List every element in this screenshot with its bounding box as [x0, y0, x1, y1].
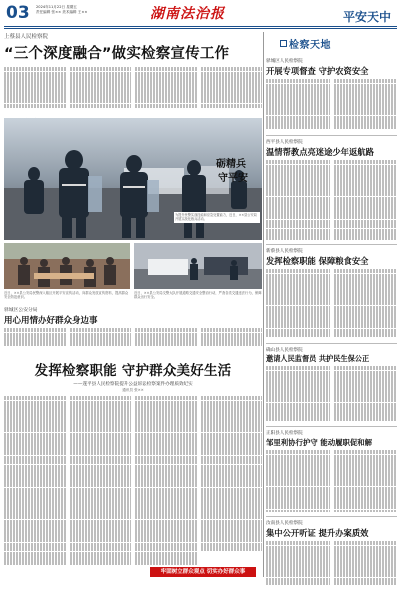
- header-rule: [4, 26, 397, 27]
- story2-text-column: [4, 328, 66, 350]
- item-text-column: [334, 366, 398, 422]
- bottom-text-column: [70, 396, 132, 566]
- item-text-column: [334, 79, 398, 131]
- item-kicker: 正阳县人民检察院: [266, 431, 303, 436]
- photo-label-line: 砺精兵: [216, 159, 246, 170]
- lead-headline: “三个深度融合”做实检察宣传工作: [4, 46, 230, 62]
- bottom-subhead: ——遂平县人民检察院提升公益诉讼检察案件办理质效纪实: [73, 382, 193, 387]
- column-divider: [263, 32, 264, 577]
- item-text-column: [334, 160, 398, 240]
- story2-text-column: [135, 328, 197, 350]
- bottom-text-column: [135, 396, 197, 566]
- lead-text-column: [70, 67, 132, 111]
- item-kicker: 驿城区人民检察院: [266, 59, 303, 64]
- photo-label-line: 守平安: [218, 173, 248, 184]
- outreach-image: [4, 243, 130, 289]
- story2-kicker: 驿城区公安分局: [4, 308, 38, 313]
- bottom-story: [4, 357, 262, 566]
- story2-text-column: [70, 328, 132, 350]
- procuratorate-tag: [280, 36, 331, 51]
- item-headline: 集中公开听证 提升办案质效: [266, 528, 369, 538]
- item-text-column: [266, 450, 330, 512]
- item-kicker: 西平县人民检察院: [266, 140, 303, 145]
- item-headline: 邹里利协行护守 能动履职促和解: [266, 438, 373, 447]
- item-body: [266, 366, 397, 422]
- item-headline: 温情帮教点亮迷途少年返航路: [266, 147, 374, 157]
- traffic-caption: 近日，××县公安局交警大队开展道路交通安全整治行动，严查各类交通违法行为，保障群众出行安全。: [134, 291, 262, 300]
- procuratorate-item: [266, 343, 397, 422]
- story2-text-column: [201, 328, 263, 350]
- bottom-text-column: [201, 396, 263, 566]
- item-text-column: [266, 79, 330, 131]
- story2-headline: 用心用情办好群众身边事: [4, 316, 98, 326]
- item-text-column: [266, 269, 330, 339]
- procuratorate-item: [266, 516, 397, 585]
- item-text-column: [266, 366, 330, 422]
- bottom-headline: 发挥检察职能 守护群众美好生活: [34, 363, 232, 379]
- procuratorate-item: [266, 244, 397, 339]
- bottom-banner: 牢固树立群众观点 切实办好群众事: [150, 567, 256, 577]
- tag-square-icon: [280, 40, 287, 47]
- item-text-column: [334, 269, 398, 339]
- procuratorate-label: 检察天地: [289, 40, 331, 51]
- item-body: [266, 269, 397, 339]
- item-kicker: 确山县人民检察院: [266, 348, 303, 353]
- lead-text-column: [4, 67, 66, 111]
- issue-info: [36, 5, 87, 15]
- header-rule: [4, 28, 397, 29]
- procuratorate-item: [266, 135, 397, 240]
- procuratorate-item: [266, 55, 397, 131]
- item-headline: 开展专项督查 守护农资安全: [266, 66, 369, 76]
- issue-info-line: 2024年11月22日 星期五: [36, 5, 77, 9]
- issue-info-line: 责任编辑 张×× 美术编辑 王××: [36, 10, 88, 14]
- procuratorate-item: [266, 426, 397, 512]
- photo-caption: 为提升民警实战技能和应急处置能力，近日，××县公安局开展实战化练兵活动。: [174, 212, 260, 223]
- item-text-column: [334, 450, 398, 512]
- police-drill-photo: [4, 118, 262, 240]
- lead-body: [4, 67, 262, 111]
- outreach-caption: 近日，××县公安局民警深入辖区开展平安宣传活动，向群众发放宣传资料，提高群众安全防范意识。: [4, 291, 129, 300]
- page-number: 03: [6, 3, 30, 23]
- left-column: [4, 32, 262, 130]
- bottom-body: [4, 396, 262, 566]
- story2: [4, 303, 262, 350]
- item-text-column: [266, 160, 330, 240]
- outreach-photo: [4, 243, 130, 289]
- photo-label: [216, 158, 248, 186]
- page-header: [0, 0, 401, 28]
- item-text-column: [334, 541, 398, 585]
- masthead: 湖南法治报: [150, 6, 225, 22]
- item-headline: 发挥检察职能 保障粮食安全: [266, 256, 369, 266]
- bottom-text-column: [4, 396, 66, 566]
- item-kicker: 新蔡县人民检察院: [266, 249, 303, 254]
- traffic-photo: [134, 243, 262, 289]
- lead-text-column: [201, 67, 263, 111]
- lead-text-column: [135, 67, 197, 111]
- right-column: [266, 32, 397, 589]
- item-body: [266, 160, 397, 240]
- item-kicker: 汝南县人民检察院: [266, 521, 303, 526]
- item-body: [266, 541, 397, 585]
- traffic-image: [134, 243, 262, 289]
- lead-kicker: 上蔡县人民检察院: [4, 34, 49, 40]
- item-text-column: [266, 541, 330, 585]
- bottom-byline: 通讯员 张××: [122, 388, 144, 392]
- item-body: [266, 450, 397, 512]
- item-body: [266, 79, 397, 131]
- story2-body: [4, 328, 262, 350]
- item-headline: 邀请人民监督员 共护民生保公正: [266, 354, 370, 363]
- section-name: 平安天中: [342, 10, 391, 24]
